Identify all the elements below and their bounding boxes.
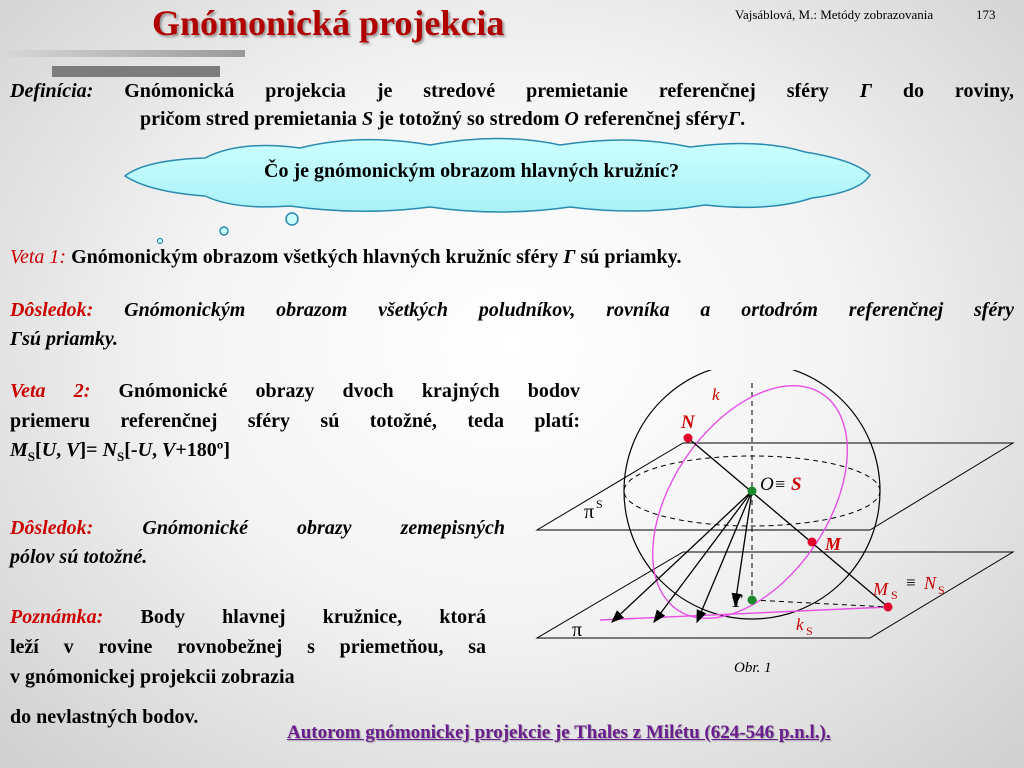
veta2-formula: $M_S[U$, $V]= N_S[-U$, V+180º] (10, 439, 231, 464)
label-equiv: ≡ (906, 573, 916, 592)
figure-caption: Obr. 1 (734, 660, 772, 676)
label-k: k (712, 385, 720, 404)
dosledok1-line-1: Dôsledok: Gnómonickým obrazom všetkých poludníkov, rovníka a ortodróm referenčnej sféry (10, 299, 1014, 321)
poznamka-label: Poznámka: (10, 606, 104, 628)
definition-label: Definícia: (10, 80, 94, 102)
label-ms-sub: S (891, 588, 898, 602)
label-o-equiv: ≡ (775, 474, 786, 494)
poznamka-line-3: v gnómonickej projekcii zobrazia (10, 666, 295, 688)
label-ns: N (924, 573, 937, 593)
cloud-bubble-small (158, 239, 163, 244)
point-n (684, 434, 693, 443)
dosledok1-line-2: Γsú priamky. (10, 328, 119, 350)
label-pi-s: π (584, 501, 595, 523)
veta2-label: Veta 2: (10, 380, 91, 402)
label-o: O (760, 474, 774, 495)
poznamka-line-2: leží v rovine rovnobežnej s priemetňou, sa (10, 636, 486, 658)
cloud-bubble-large (286, 213, 298, 225)
label-n: N (681, 412, 695, 433)
definition-line-2: pričom stred premietania S je totožný so stredom O referenčnej sféryΓ. (140, 108, 746, 130)
definition-line-1: Definícia: Gnómonická projekcia je stredové premietanie referenčnej sféry Γ do roviny, (10, 80, 1015, 102)
label-s: S (791, 474, 802, 495)
poznamka-line-4: do nevlastných bodov. (10, 706, 199, 728)
label-ms: M (873, 579, 888, 599)
label-pi-s-sup: S (596, 497, 603, 511)
author-reference: Vajsáblová, M.: Metódy zobrazovania (735, 7, 934, 22)
dosledok1-label: Dôsledok: (10, 299, 94, 321)
line-t-ms (752, 600, 888, 607)
label-ns-sub: S (938, 583, 945, 597)
point-o (748, 487, 757, 496)
projection-arrow (697, 491, 752, 622)
label-m: M (825, 534, 842, 554)
cloud-bubble-medium (220, 227, 228, 235)
point-m (808, 538, 817, 547)
dosledok2-label: Dôsledok: (10, 517, 94, 539)
page-number: 173 (976, 7, 996, 22)
point-t (748, 596, 757, 605)
veta1: Veta 1: Gnómonickým obrazom všetkých hlavných kružníc sféry Γ sú priamky. (10, 246, 682, 268)
gnomonic-figure (500, 370, 1024, 700)
label-ks-sub: S (806, 624, 813, 638)
poznamka-line-1: Poznámka: Body hlavnej kružnice, ktorá (10, 606, 486, 628)
great-circle-k (613, 370, 888, 653)
veta2-line-2: priemeru referenčnej sféry sú totožné, teda platí: (10, 410, 580, 432)
dosledok2-line-2: pólov sú totožné. (10, 546, 148, 568)
veta2-line-1: Veta 2: Gnómonické obrazy dvoch krajných bodov (10, 380, 580, 402)
dosledok2-line-1: Dôsledok: Gnómonické obrazy zemepisných (10, 517, 505, 539)
label-pi: π (572, 619, 583, 641)
label-t: T (731, 591, 742, 611)
cloud-question: Čo je gnómonickým obrazom hlavných kružníc? (264, 160, 679, 182)
point-ms (884, 603, 893, 612)
page-title: Gnómonická projekcia (152, 3, 505, 43)
projection-arrow (735, 491, 752, 605)
veta1-label: Veta 1: (10, 246, 67, 268)
footer-note: Autorom gnómonickej projekcie je Thales z Milétu (624-546 p.n.l.). (287, 722, 831, 743)
label-ks: k (796, 615, 804, 634)
